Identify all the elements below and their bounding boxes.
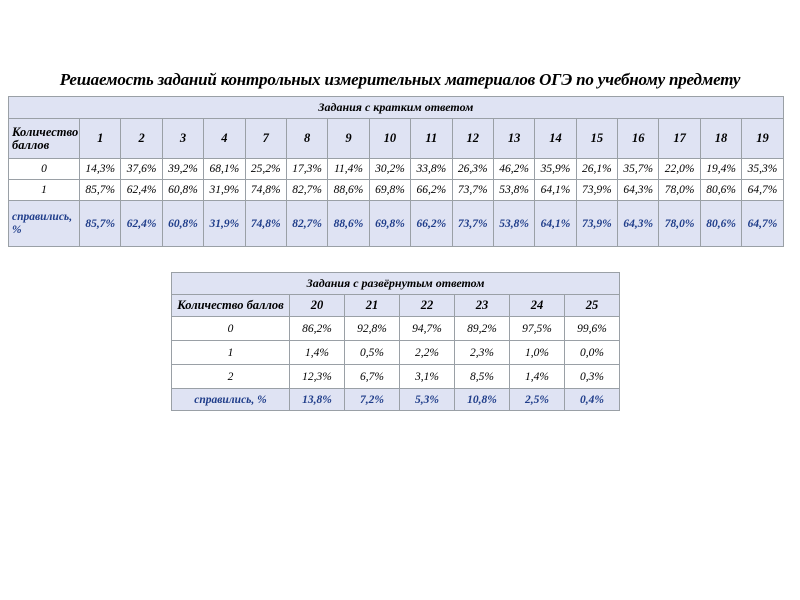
column-header: 21 <box>345 295 400 317</box>
column-header: 20 <box>290 295 345 317</box>
table-cell: 14,3% <box>80 159 121 180</box>
table-row <box>9 180 784 201</box>
summary-cell: 78,0% <box>659 201 700 247</box>
row-header-label: Количество баллов <box>172 295 290 317</box>
column-header: 3 <box>162 119 203 159</box>
column-header: 15 <box>576 119 617 159</box>
summary-cell: 13,8% <box>290 389 345 411</box>
column-header: 11 <box>411 119 452 159</box>
summary-label: справились, % <box>9 201 80 247</box>
table-cell: 2,3% <box>455 341 510 365</box>
table-cell: 22,0% <box>659 159 700 180</box>
summary-cell: 74,8% <box>245 201 286 247</box>
table-cell: 99,6% <box>565 317 620 341</box>
table-cell: 66,2% <box>411 180 452 201</box>
table-cell: 33,8% <box>411 159 452 180</box>
summary-cell: 88,6% <box>328 201 369 247</box>
column-header: 1 <box>80 119 121 159</box>
summary-cell: 82,7% <box>286 201 327 247</box>
table-cell: 12,3% <box>290 365 345 389</box>
table-cell: 74,8% <box>245 180 286 201</box>
column-header: 18 <box>700 119 741 159</box>
column-header: 22 <box>400 295 455 317</box>
column-header: 17 <box>659 119 700 159</box>
summary-cell: 73,9% <box>576 201 617 247</box>
short-answer-table <box>8 96 784 247</box>
column-header: 8 <box>286 119 327 159</box>
summary-cell: 85,7% <box>80 201 121 247</box>
table-cell: 60,8% <box>162 180 203 201</box>
table-caption: Задания с развёрнутым ответом <box>172 273 620 295</box>
table-cell: 46,2% <box>493 159 534 180</box>
table-cell: 64,1% <box>535 180 576 201</box>
row-label: 0 <box>172 317 290 341</box>
table-cell: 37,6% <box>121 159 162 180</box>
extended-answer-table <box>171 272 620 411</box>
table-cell: 0,3% <box>565 365 620 389</box>
column-header: 9 <box>328 119 369 159</box>
summary-cell: 69,8% <box>369 201 410 247</box>
summary-cell: 64,7% <box>742 201 784 247</box>
summary-row <box>172 389 620 411</box>
column-header: 12 <box>452 119 493 159</box>
summary-cell: 64,1% <box>535 201 576 247</box>
summary-cell: 60,8% <box>162 201 203 247</box>
table-cell: 73,7% <box>452 180 493 201</box>
table-cell: 85,7% <box>80 180 121 201</box>
table-cell: 64,3% <box>618 180 659 201</box>
column-header: 19 <box>742 119 784 159</box>
column-header: 10 <box>369 119 410 159</box>
column-header: 13 <box>493 119 534 159</box>
table-cell: 64,7% <box>742 180 784 201</box>
column-header: 23 <box>455 295 510 317</box>
table-cell: 6,7% <box>345 365 400 389</box>
column-header: 4 <box>204 119 245 159</box>
table-cell: 26,3% <box>452 159 493 180</box>
table-cell: 19,4% <box>700 159 741 180</box>
summary-cell: 80,6% <box>700 201 741 247</box>
summary-cell: 10,8% <box>455 389 510 411</box>
table-cell: 88,6% <box>328 180 369 201</box>
table-cell: 1,0% <box>510 341 565 365</box>
table-cell: 1,4% <box>290 341 345 365</box>
table-cell: 62,4% <box>121 180 162 201</box>
table-cell: 30,2% <box>369 159 410 180</box>
table-cell: 35,9% <box>535 159 576 180</box>
table-cell: 80,6% <box>700 180 741 201</box>
table-row <box>172 365 620 389</box>
table-caption: Задания с кратким ответом <box>9 97 784 119</box>
table-cell: 31,9% <box>204 180 245 201</box>
table-cell: 39,2% <box>162 159 203 180</box>
column-header: 16 <box>618 119 659 159</box>
summary-cell: 0,4% <box>565 389 620 411</box>
table-cell: 94,7% <box>400 317 455 341</box>
table-cell: 2,2% <box>400 341 455 365</box>
summary-cell: 73,7% <box>452 201 493 247</box>
row-label: 0 <box>9 159 80 180</box>
summary-cell: 31,9% <box>204 201 245 247</box>
table-cell: 0,0% <box>565 341 620 365</box>
table-row <box>172 341 620 365</box>
summary-cell: 7,2% <box>345 389 400 411</box>
summary-cell: 62,4% <box>121 201 162 247</box>
table-cell: 78,0% <box>659 180 700 201</box>
table-cell: 11,4% <box>328 159 369 180</box>
table-cell: 69,8% <box>369 180 410 201</box>
summary-label: справились, % <box>172 389 290 411</box>
row-header-label: Количество баллов <box>9 119 80 159</box>
summary-cell: 66,2% <box>411 201 452 247</box>
table-row <box>172 317 620 341</box>
table-cell: 26,1% <box>576 159 617 180</box>
table-cell: 68,1% <box>204 159 245 180</box>
table-cell: 89,2% <box>455 317 510 341</box>
table-cell: 17,3% <box>286 159 327 180</box>
table-cell: 82,7% <box>286 180 327 201</box>
table-cell: 0,5% <box>345 341 400 365</box>
table-cell: 35,3% <box>742 159 784 180</box>
summary-cell: 64,3% <box>618 201 659 247</box>
table-cell: 8,5% <box>455 365 510 389</box>
summary-cell: 2,5% <box>510 389 565 411</box>
table-cell: 35,7% <box>618 159 659 180</box>
table-cell: 97,5% <box>510 317 565 341</box>
table-row <box>9 159 784 180</box>
table-cell: 25,2% <box>245 159 286 180</box>
row-label: 1 <box>9 180 80 201</box>
column-header: 24 <box>510 295 565 317</box>
column-header: 25 <box>565 295 620 317</box>
column-header: 2 <box>121 119 162 159</box>
table-cell: 1,4% <box>510 365 565 389</box>
table-cell: 92,8% <box>345 317 400 341</box>
column-header: 14 <box>535 119 576 159</box>
table-cell: 53,8% <box>493 180 534 201</box>
column-header: 7 <box>245 119 286 159</box>
summary-cell: 53,8% <box>493 201 534 247</box>
row-label: 1 <box>172 341 290 365</box>
summary-cell: 5,3% <box>400 389 455 411</box>
table-cell: 86,2% <box>290 317 345 341</box>
table-cell: 73,9% <box>576 180 617 201</box>
summary-row <box>9 201 784 247</box>
page-title: Решаемость заданий контрольных измерительных материалов ОГЭ по учебному предмету <box>59 70 741 89</box>
table-cell: 3,1% <box>400 365 455 389</box>
row-label: 2 <box>172 365 290 389</box>
